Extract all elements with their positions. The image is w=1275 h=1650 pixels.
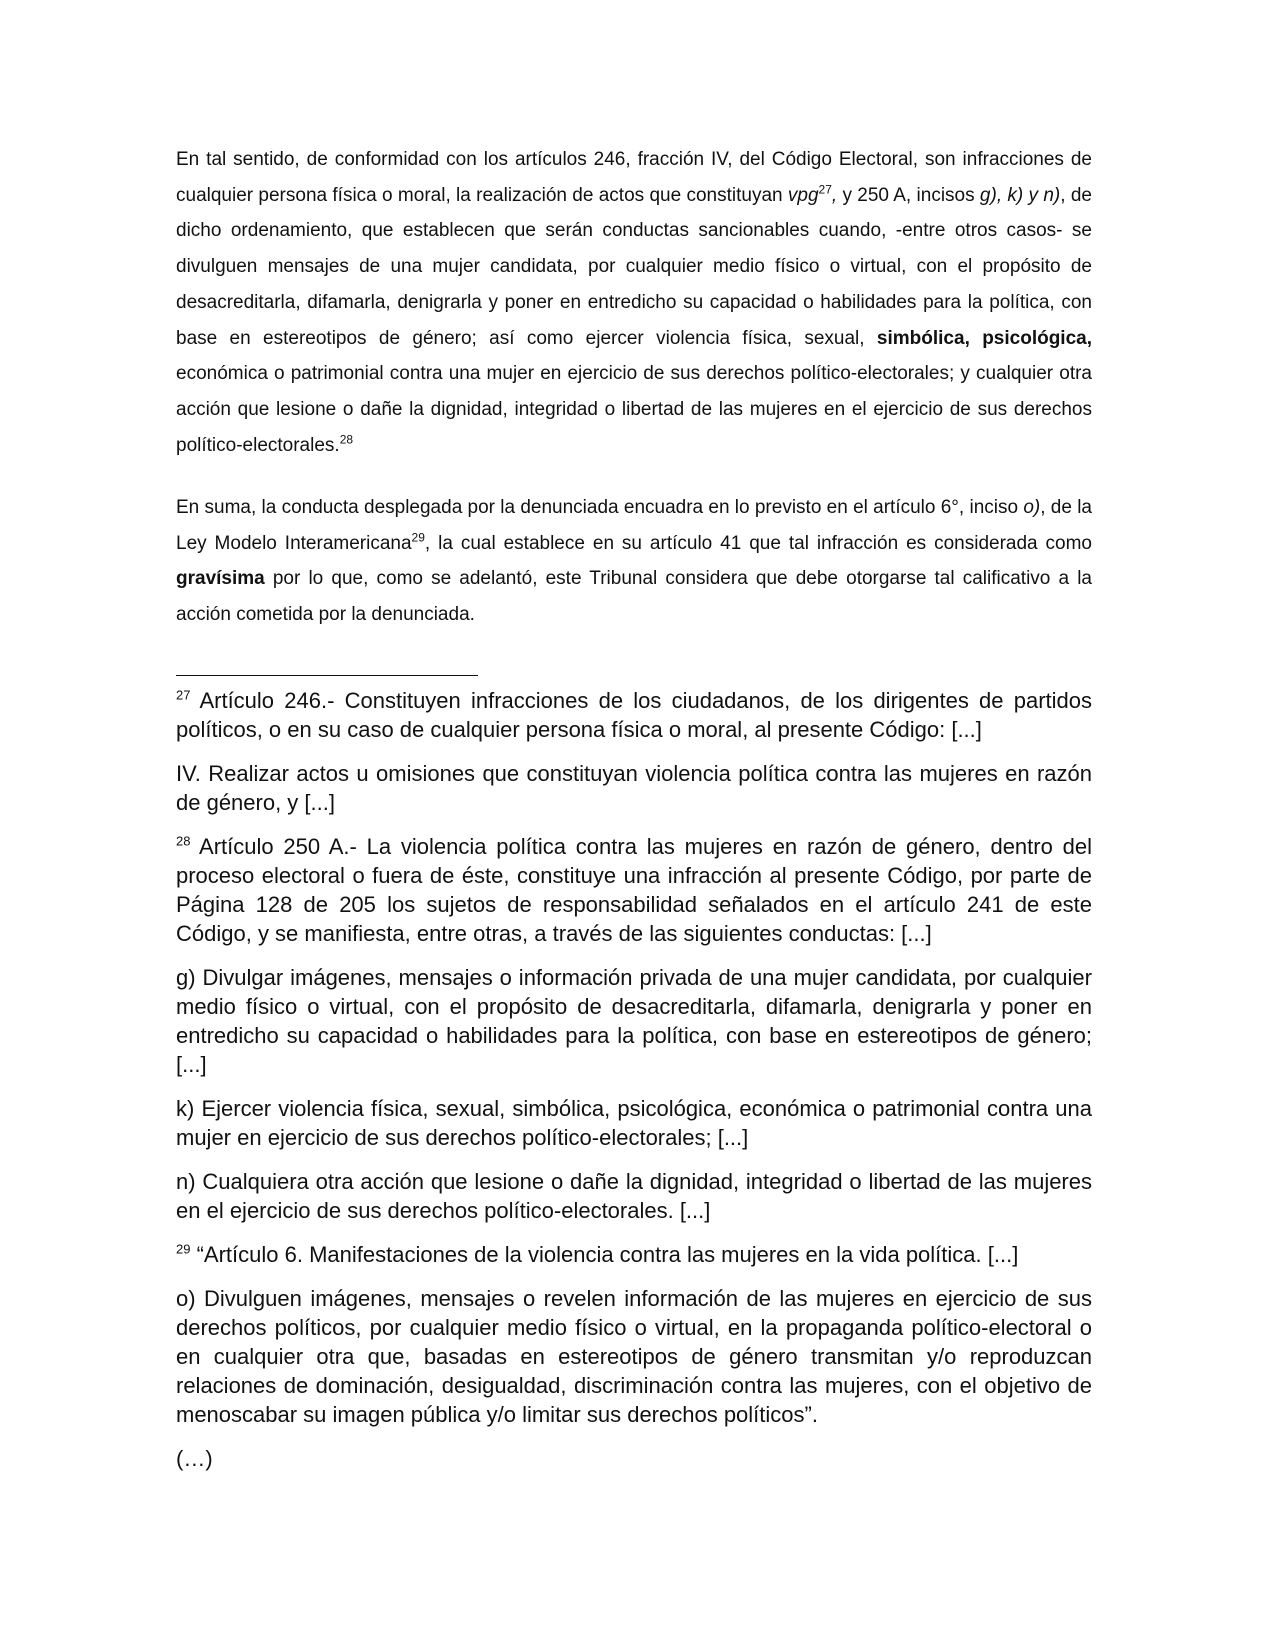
text-segment: En tal sentido, de conformidad con los artículos 246, fracción IV, del Código Electoral, son infracciones de cualquier persona física o moral, la realización de actos que constituyan	[176, 149, 1092, 206]
footnote-separator	[176, 675, 478, 676]
text-segment: En suma, la conducta desplegada por la denunciada encuadra en lo previsto en el artículo 6°, inciso	[176, 497, 1024, 518]
bold-phrase: simbólica, psicológica,	[876, 327, 1093, 349]
italic-term-vpg: vpg	[787, 184, 819, 206]
footnote-ellipsis	[176, 1444, 1092, 1473]
footnote-text: g) Divulgar imágenes, mensajes o información privada de una mujer candidata, por cualquier medio físico o virtual, con el propósito de desacreditarla, difamarla, denigrarla y poner en entredicho su capacidad o habilidades para la política, con base en estereotipos de género; [...]	[176, 965, 1092, 1077]
ellipsis-text: (…)	[176, 1446, 213, 1471]
text-segment: , la cual establece en su artículo 41 que tal infracción es considerada como	[424, 532, 1092, 554]
footnote-ref-28[interactable]: 28	[339, 432, 354, 447]
footnote-text: Artículo 246.- Constituyen infracciones de los ciudadanos, de los dirigentes de partidos políticos, o en su caso de cualquier persona física o moral, al presente Código: [...]	[176, 688, 1092, 742]
footnote-number: 29	[176, 1241, 191, 1257]
italic-inciso-o: o)	[1023, 497, 1041, 518]
footnote-text: IV. Realizar actos u omisiones que constituyan violencia política contra las mujeres en razón de género, y [...]	[176, 761, 1092, 815]
footnote-text: n) Cualquiera otra acción que lesione o dañe la dignidad, integridad o libertad de las mujeres en el ejercicio de sus derechos político-electorales. [...]	[176, 1169, 1092, 1223]
footnote-29	[176, 1240, 1092, 1269]
bold-gravisima: gravísima	[176, 568, 265, 590]
footnote-28	[176, 832, 1092, 948]
body-paragraph-2	[176, 490, 1092, 633]
text-segment: por lo que, como se adelantó, este Tribunal considera que debe otorgarse tal calificativo a la acción cometida por la denunciada.	[176, 568, 1092, 626]
footnote-27	[176, 686, 1092, 744]
footnote-27-fraction-iv	[176, 759, 1092, 817]
footnote-28-inciso-n	[176, 1167, 1092, 1225]
italic-incisos: g), k) y n)	[979, 184, 1061, 206]
text-segment: y 250 A, incisos	[837, 184, 980, 206]
text-segment: , de dicho ordenamiento, que establecen que serán conductas sancionables cuando, -entre otros casos- se divulguen mensajes de una mujer candidata, por cualquier medio físico o virtual, con el propósito de desacreditarla, difamarla, denigrarla y poner en entredicho su capacidad o habilidades para la política, con base en estereotipos de género; así como ejercer violencia física, sexual,	[176, 184, 1092, 349]
footnotes	[176, 686, 1092, 1488]
footnote-text: Artículo 250 A.- La violencia política contra las mujeres en razón de género, dentro del proceso electoral o fuera de éste, constituye una infracción al presente Código, por parte de Página 128 de 205 los sujetos de responsabilidad señalados en el artículo 241 de este Código, y se manifiesta, entre otras, a través de las siguientes conductas: [...]	[176, 834, 1092, 946]
footnote-ref-27[interactable]: 27	[818, 182, 832, 197]
footnote-28-inciso-k	[176, 1094, 1092, 1152]
footnote-28-inciso-g	[176, 963, 1092, 1079]
footnote-number: 28	[176, 833, 191, 849]
text-segment: económica o patrimonial contra una mujer en ejercicio de sus derechos político-electorales; y cualquier otra acción que lesione o dañe la dignidad, integridad o libertad de las mujeres en el ejercicio de sus derechos político-electorales.	[176, 363, 1092, 456]
text-segment: , de la Ley Modelo Interamericana	[176, 497, 1092, 554]
footnote-number: 27	[176, 687, 191, 703]
footnote-29-inciso-o	[176, 1284, 1092, 1429]
footnote-text: k) Ejercer violencia física, sexual, simbólica, psicológica, económica o patrimonial contra una mujer en ejercicio de sus derechos político-electorales; [...]	[176, 1096, 1092, 1150]
footnote-text: “Artículo 6. Manifestaciones de la violencia contra las mujeres en la vida política. [...]	[190, 1242, 1019, 1267]
italic-comma: ,	[831, 184, 838, 206]
footnote-text: o) Divulguen imágenes, mensajes o revelen información de las mujeres en ejercicio de sus derechos políticos, por cualquier medio físico o virtual, en la propaganda político-electoral o en cualquier otra que, basadas en estereotipos de género transmitan y/o reproduzcan relaciones de dominación, desigualdad, discriminación contra las mujeres, con el objetivo de menoscabar su imagen pública y/o limitar sus derechos políticos”.	[176, 1286, 1092, 1427]
body-paragraph-1	[176, 142, 1092, 463]
footnote-ref-29[interactable]: 29	[411, 530, 425, 545]
